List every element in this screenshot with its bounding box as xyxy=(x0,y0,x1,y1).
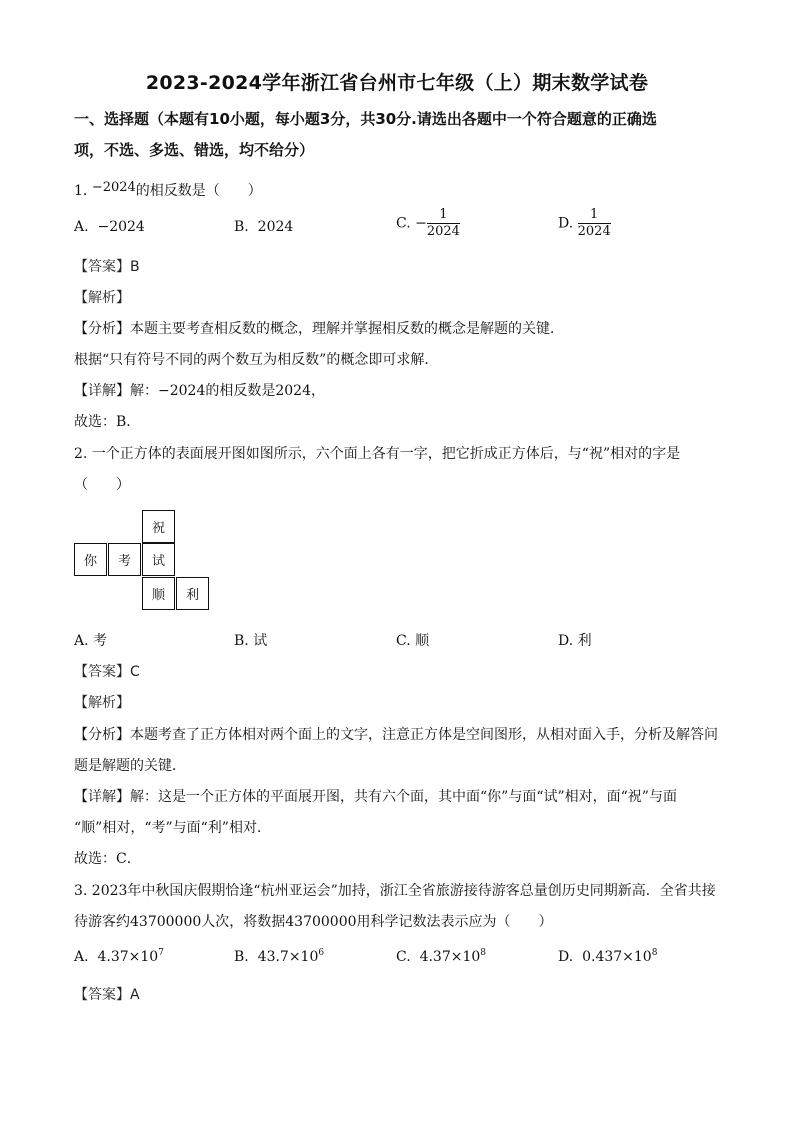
option-value: 2024 xyxy=(257,219,294,235)
net-face: 顺 xyxy=(142,577,175,610)
option-label: A. xyxy=(74,949,89,965)
option-b: B. 试 xyxy=(234,633,268,649)
denominator: 2024 xyxy=(577,224,611,239)
option-label: D. xyxy=(558,949,574,965)
net-face: 祝 xyxy=(142,510,175,543)
question-2-line2: （ ） xyxy=(74,477,130,493)
detail-text-2: “顺”相对，“考”与面“利”相对． xyxy=(74,820,271,836)
denominator: 2024 xyxy=(426,224,460,239)
option-value: 4.37×10 xyxy=(97,949,159,965)
minus-sign: − xyxy=(415,215,427,232)
net-face: 考 xyxy=(108,543,141,576)
detail-text: 【详解】解：−2024的相反数是2024， xyxy=(74,383,325,399)
numerator: 1 xyxy=(590,207,599,222)
option-label: C. xyxy=(396,215,411,232)
analysis-label: 【解析】 xyxy=(74,290,130,306)
question-number: 1. xyxy=(74,183,88,199)
option-value: 4.37×10 xyxy=(419,949,481,965)
numerator: 1 xyxy=(439,207,448,222)
exponent: 8 xyxy=(480,948,487,958)
exponent: 7 xyxy=(158,948,164,958)
question-2-line1: 2. 一个正方体的表面展开图如图所示，六个面上各有一字，把它折成正方体后，与“祝”相对的字是 xyxy=(74,446,681,462)
question-text: 的相反数是（ ） xyxy=(135,183,262,199)
option-label: A. xyxy=(74,219,89,235)
fraction xyxy=(578,207,611,240)
choice-text: 故选：B． xyxy=(74,414,141,430)
option-value: −2024 xyxy=(97,219,145,235)
detail-text: 【详解】解：这是一个正方体的平面展开图，共有六个面，其中面“你”与面“试”相对，面“祝”与面 xyxy=(74,789,677,805)
question-3-line2: 待游客约43700000人次，将数据43700000用科学记数法表示应为（ ） xyxy=(74,914,553,930)
option-value: 43.7×10 xyxy=(257,949,319,965)
option-label: B. xyxy=(234,219,249,235)
option-value: 0.437×10 xyxy=(582,949,652,965)
option-d xyxy=(558,948,657,965)
answer-label: 【答案】C xyxy=(74,664,140,680)
option-label: B. xyxy=(234,949,249,965)
answer-label: 【答案】B xyxy=(74,259,140,275)
question-3-line1: 3. 2023年中秋国庆假期恰逢“杭州亚运会”加持，浙江全省旅游接待游客总量创历史同期新高．全省共接 xyxy=(74,883,716,899)
net-face: 你 xyxy=(74,543,107,576)
exponent: 6 xyxy=(318,948,325,958)
analysis-text: 【分析】本题考查了正方体相对两个面上的文字，注意正方体是空间图形，从相对面入手，分析及解答问 xyxy=(74,727,718,743)
question-expression: −2024 xyxy=(91,180,136,195)
net-face: 试 xyxy=(142,543,175,576)
option-a xyxy=(74,948,164,965)
option-b xyxy=(234,219,293,235)
page-title: 2023-2024学年浙江省台州市七年级（上）期末数学试卷 xyxy=(145,72,649,94)
option-d: D. 利 xyxy=(558,633,592,649)
analysis-text: 【分析】本题主要考查相反数的概念，理解并掌握相反数的概念是解题的关键． xyxy=(74,321,564,337)
option-label: C. xyxy=(396,949,411,965)
option-c: C. 顺 xyxy=(396,633,430,649)
question-1 xyxy=(74,180,262,200)
option-a xyxy=(74,219,145,235)
option-c xyxy=(396,948,486,965)
fraction xyxy=(427,207,460,240)
section-heading-line1: 一、选择题（本题有10小题，每小题3分，共30分.请选出各题中一个符合题意的正确选 xyxy=(74,110,657,128)
analysis-text-2: 根据“只有符号不同的两个数互为相反数”的概念即可求解． xyxy=(74,352,439,368)
choice-text: 故选：C． xyxy=(74,851,141,867)
answer-label: 【答案】A xyxy=(74,987,140,1003)
option-d xyxy=(558,207,611,240)
option-a: A. 考 xyxy=(74,633,108,649)
section-heading-line2: 项，不选、多选、错选，均不给分） xyxy=(74,141,315,159)
option-c xyxy=(396,207,460,240)
exponent: 8 xyxy=(651,948,658,958)
analysis-label: 【解析】 xyxy=(74,695,130,711)
option-label: D. xyxy=(558,215,574,232)
option-b xyxy=(234,948,324,965)
net-face: 利 xyxy=(176,577,209,610)
analysis-text-2: 题是解题的关键． xyxy=(74,758,186,774)
